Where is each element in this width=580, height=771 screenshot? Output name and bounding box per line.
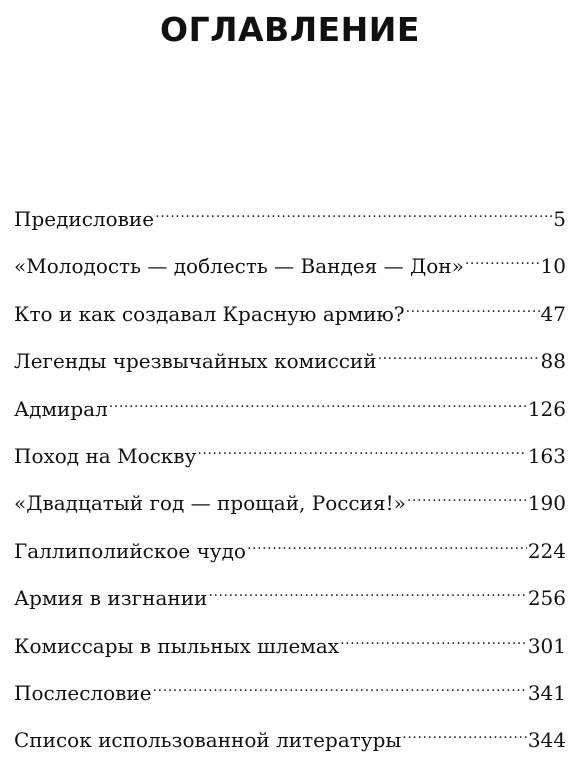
toc-page-number: 190 <box>527 491 566 516</box>
toc-entry-title: Адмирал <box>14 396 108 421</box>
toc-page-number: 126 <box>527 396 566 421</box>
toc-entry <box>14 439 566 486</box>
toc-entry <box>14 629 566 676</box>
toc-entry-title: Легенды чрезвычайных комиссий <box>14 349 377 374</box>
toc-entry-title: Послесловие <box>14 680 152 705</box>
toc-entry-title: Предисловие <box>14 207 155 231</box>
toc-page-number: 88 <box>540 349 566 374</box>
toc-entry-title: Список использованной литературы <box>14 728 402 753</box>
table-of-contents <box>14 202 566 771</box>
toc-entry <box>14 297 566 344</box>
toc-entry-title: Поход на Москву <box>14 443 197 468</box>
toc-dot-leader <box>155 202 552 236</box>
toc-dot-leader <box>407 486 527 520</box>
toc-page-number: 341 <box>527 680 566 705</box>
toc-entry-title: Армия в изгнании <box>14 586 208 611</box>
toc-entry <box>14 676 566 723</box>
toc-page-number: 47 <box>540 301 566 326</box>
toc-dot-leader <box>153 676 527 710</box>
toc-entry <box>14 392 566 439</box>
toc-entry <box>14 202 566 249</box>
toc-entry <box>14 249 566 296</box>
toc-entry <box>14 534 566 581</box>
toc-dot-leader <box>406 297 540 331</box>
toc-entry-title: Галлиполийское чудо <box>14 538 246 563</box>
toc-page-number: 5 <box>553 207 566 231</box>
toc-dot-leader <box>247 534 527 568</box>
toc-entry <box>14 486 566 533</box>
toc-dot-leader <box>402 723 527 757</box>
toc-entry <box>14 581 566 628</box>
toc-page-number: 163 <box>527 443 566 468</box>
toc-dot-leader <box>340 629 527 663</box>
toc-page-number: 301 <box>527 633 566 658</box>
toc-entry <box>14 723 566 770</box>
toc-entry <box>14 344 566 391</box>
page-title: ОГЛАВЛЕНИЕ <box>160 10 420 49</box>
toc-entry-title: Кто и как создавал Красную армию? <box>14 301 405 326</box>
toc-entry-title: «Двадцатый год — прощай, Россия!» <box>14 491 406 516</box>
toc-dot-leader <box>378 344 540 378</box>
toc-entry-title: Комиссары в пыльных шлемах <box>14 633 340 658</box>
toc-dot-leader <box>197 439 526 473</box>
toc-page-number: 10 <box>540 254 566 279</box>
toc-page-number: 224 <box>527 538 566 563</box>
toc-page-number: 344 <box>527 728 566 753</box>
toc-dot-leader <box>109 392 527 426</box>
toc-entry-title: «Молодость — доблесть — Вандея — Дон» <box>14 254 464 279</box>
toc-page-number: 256 <box>527 586 566 611</box>
toc-dot-leader <box>208 581 526 615</box>
toc-dot-leader <box>465 249 540 283</box>
